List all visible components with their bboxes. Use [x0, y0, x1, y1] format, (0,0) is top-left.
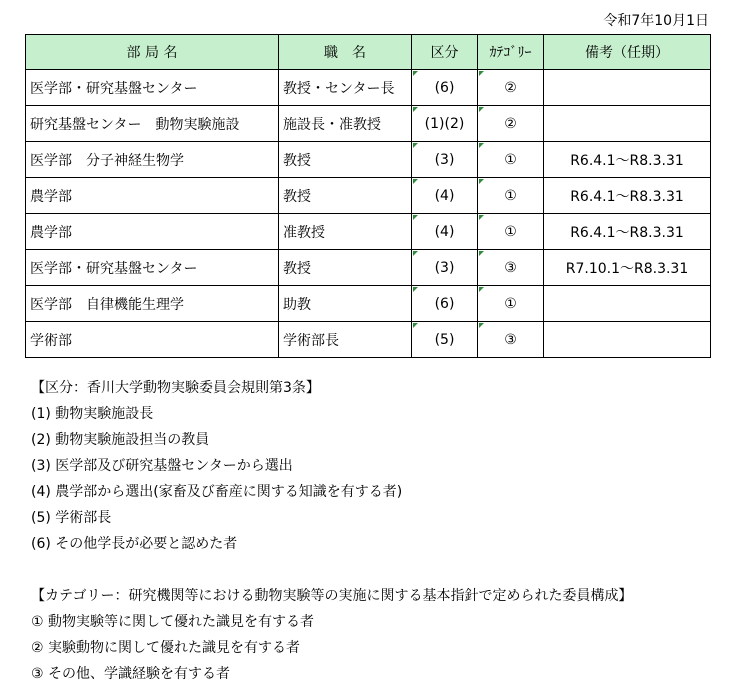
cell-classification: (3): [412, 250, 478, 286]
header-department: 部 局 名: [26, 35, 279, 70]
category-item: ③ その他、学識経験を有する者: [31, 666, 231, 682]
cell-remarks-term: [544, 70, 711, 106]
cell-classification: (5): [412, 322, 478, 358]
cell-department: 医学部 分子神経生物学: [26, 142, 279, 178]
cell-remarks-term: R6.4.1～R8.3.31: [544, 178, 711, 214]
cell-remarks-term: [544, 322, 711, 358]
cell-position: 助教: [279, 286, 412, 322]
cell-remarks-term: R7.10.1～R8.3.31: [544, 250, 711, 286]
cell-position: 准教授: [279, 214, 412, 250]
header-category: ｶﾃｺﾞﾘｰ: [478, 35, 544, 70]
header-position: 職 名: [279, 35, 412, 70]
cell-department: 農学部: [26, 178, 279, 214]
cell-remarks-term: [544, 286, 711, 322]
classification-item: (3) 医学部及び研究基盤センターから選出: [31, 458, 293, 474]
table-row: [26, 70, 711, 106]
header-classification: 区分: [412, 35, 478, 70]
cell-department: 医学部・研究基盤センター: [26, 70, 279, 106]
cell-classification: (4): [412, 214, 478, 250]
table-row: [26, 178, 711, 214]
cell-department: 医学部・研究基盤センター: [26, 250, 279, 286]
cell-category: ①: [478, 178, 544, 214]
classification-notes: [31, 375, 402, 557]
classification-item: (1) 動物実験施設長: [31, 406, 154, 422]
classification-item: (2) 動物実験施設担当の教員: [31, 432, 210, 448]
table-row: [26, 214, 711, 250]
cell-category: ③: [478, 250, 544, 286]
cell-classification: (3): [412, 142, 478, 178]
cell-remarks-term: [544, 106, 711, 142]
cell-classification: (6): [412, 286, 478, 322]
table-header-row: [26, 35, 711, 70]
cell-category: ③: [478, 322, 544, 358]
cell-classification: (4): [412, 178, 478, 214]
cell-classification: (1)(2): [412, 106, 478, 142]
cell-position: 施設長・准教授: [279, 106, 412, 142]
table-row: [26, 286, 711, 322]
cell-category: ①: [478, 286, 544, 322]
table-row: [26, 106, 711, 142]
cell-category: ②: [478, 106, 544, 142]
cell-classification: (6): [412, 70, 478, 106]
committee-member-table: [25, 34, 711, 358]
category-item: ① 動物実験等に関して優れた識見を有する者: [31, 614, 314, 630]
table-body: [26, 70, 711, 358]
category-heading: 【カテゴリー：研究機関等における動物実験等の実施に関する基本指針で定められた委員構成】: [31, 588, 633, 604]
cell-category: ②: [478, 70, 544, 106]
classification-heading: 【区分：香川大学動物実験委員会規則第3条】: [31, 380, 320, 396]
cell-remarks-term: R6.4.1～R8.3.31: [544, 214, 711, 250]
cell-department: 医学部 自律機能生理学: [26, 286, 279, 322]
cell-position: 学術部長: [279, 322, 412, 358]
classification-list: [31, 401, 402, 557]
header-remarks-term: 備考（任期）: [544, 35, 711, 70]
cell-position: 教授: [279, 250, 412, 286]
classification-item: (6) その他学長が必要と認めた者: [31, 536, 238, 552]
table-row: [26, 142, 711, 178]
table-row: [26, 250, 711, 286]
table-row: [26, 322, 711, 358]
classification-item: (4) 農学部から選出(家畜及び畜産に関する知識を有する者): [31, 484, 403, 500]
cell-department: 学術部: [26, 322, 279, 358]
document-date: 令和7年10月1日: [603, 13, 709, 29]
cell-category: ①: [478, 142, 544, 178]
cell-department: 研究基盤センター 動物実験施設: [26, 106, 279, 142]
category-item: ② 実験動物に関して優れた識見を有する者: [31, 640, 300, 656]
cell-position: 教授・センター長: [279, 70, 412, 106]
cell-category: ①: [478, 214, 544, 250]
category-notes: [31, 583, 632, 687]
cell-position: 教授: [279, 142, 412, 178]
classification-item: (5) 学術部長: [31, 510, 112, 526]
cell-position: 教授: [279, 178, 412, 214]
cell-remarks-term: R6.4.1～R8.3.31: [544, 142, 711, 178]
category-list: [31, 609, 632, 687]
cell-department: 農学部: [26, 214, 279, 250]
